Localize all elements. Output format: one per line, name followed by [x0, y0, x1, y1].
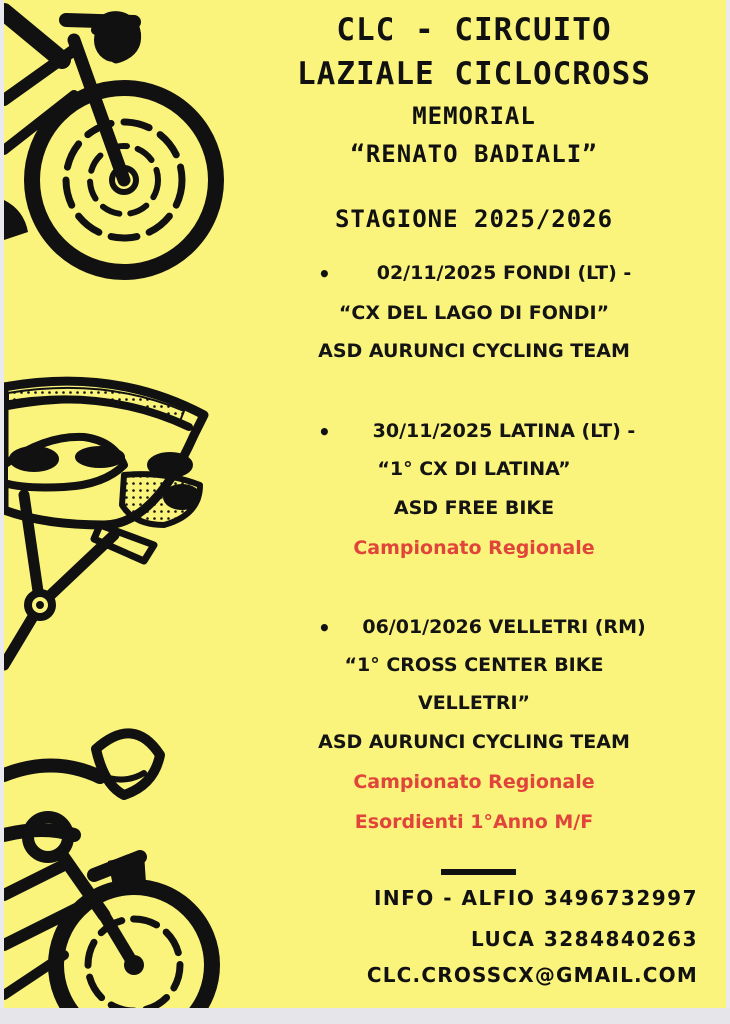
poster-subtitle-memorial: MEMORIAL [412, 102, 536, 130]
event-3-name-line-2: VELLETRI” [417, 692, 531, 714]
event-1-organizer: ASD AURUNCI CYCLING TEAM [318, 340, 630, 362]
info-email: CLC.CROSSCX@GMAIL.COM [366, 963, 698, 987]
event-3-name-line-1: “1° CROSS CENTER BIKE [344, 654, 604, 676]
event-3-organizer: ASD AURUNCI CYCLING TEAM [318, 731, 630, 753]
poster-title-line-2: LAZIALE CICLOCROSS [297, 56, 651, 92]
list-bullet: • [318, 262, 331, 286]
poster-title-line-1: CLC - CIRCUITO [336, 12, 612, 48]
cyclist-icon [4, 715, 234, 1008]
event-1-date-place: 02/11/2025 FONDI (LT) - [376, 262, 632, 284]
event-3-note-2: Esordienti 1°Anno M/F [354, 811, 594, 833]
poster-subtitle-name: “RENATO BADIALI” [350, 140, 598, 168]
bicycle-icon [4, 0, 244, 300]
bottom-strip [0, 1008, 730, 1024]
list-bullet: • [318, 420, 331, 444]
event-poster [4, 0, 726, 1008]
event-1-name: “CX DEL LAGO DI FONDI” [338, 302, 610, 324]
event-3-note: Campionato Regionale [353, 771, 595, 793]
event-2-date-place: 30/11/2025 LATINA (LT) - [372, 420, 636, 442]
info-contact-luca: LUCA 3284840263 [470, 927, 698, 951]
section-divider [441, 869, 516, 875]
cycling-helmet-icon [4, 375, 224, 675]
season-heading: STAGIONE 2025/2026 [334, 205, 614, 233]
event-3-date-place: 06/01/2026 VELLETRI (RM) [362, 616, 646, 638]
event-2-organizer: ASD FREE BIKE [393, 497, 555, 519]
list-bullet: • [318, 616, 331, 640]
info-contact-alfio: INFO - ALFIO 3496732997 [373, 886, 698, 910]
event-2-note: Campionato Regionale [353, 537, 595, 559]
event-2-name: “1° CX DI LATINA” [377, 458, 571, 480]
